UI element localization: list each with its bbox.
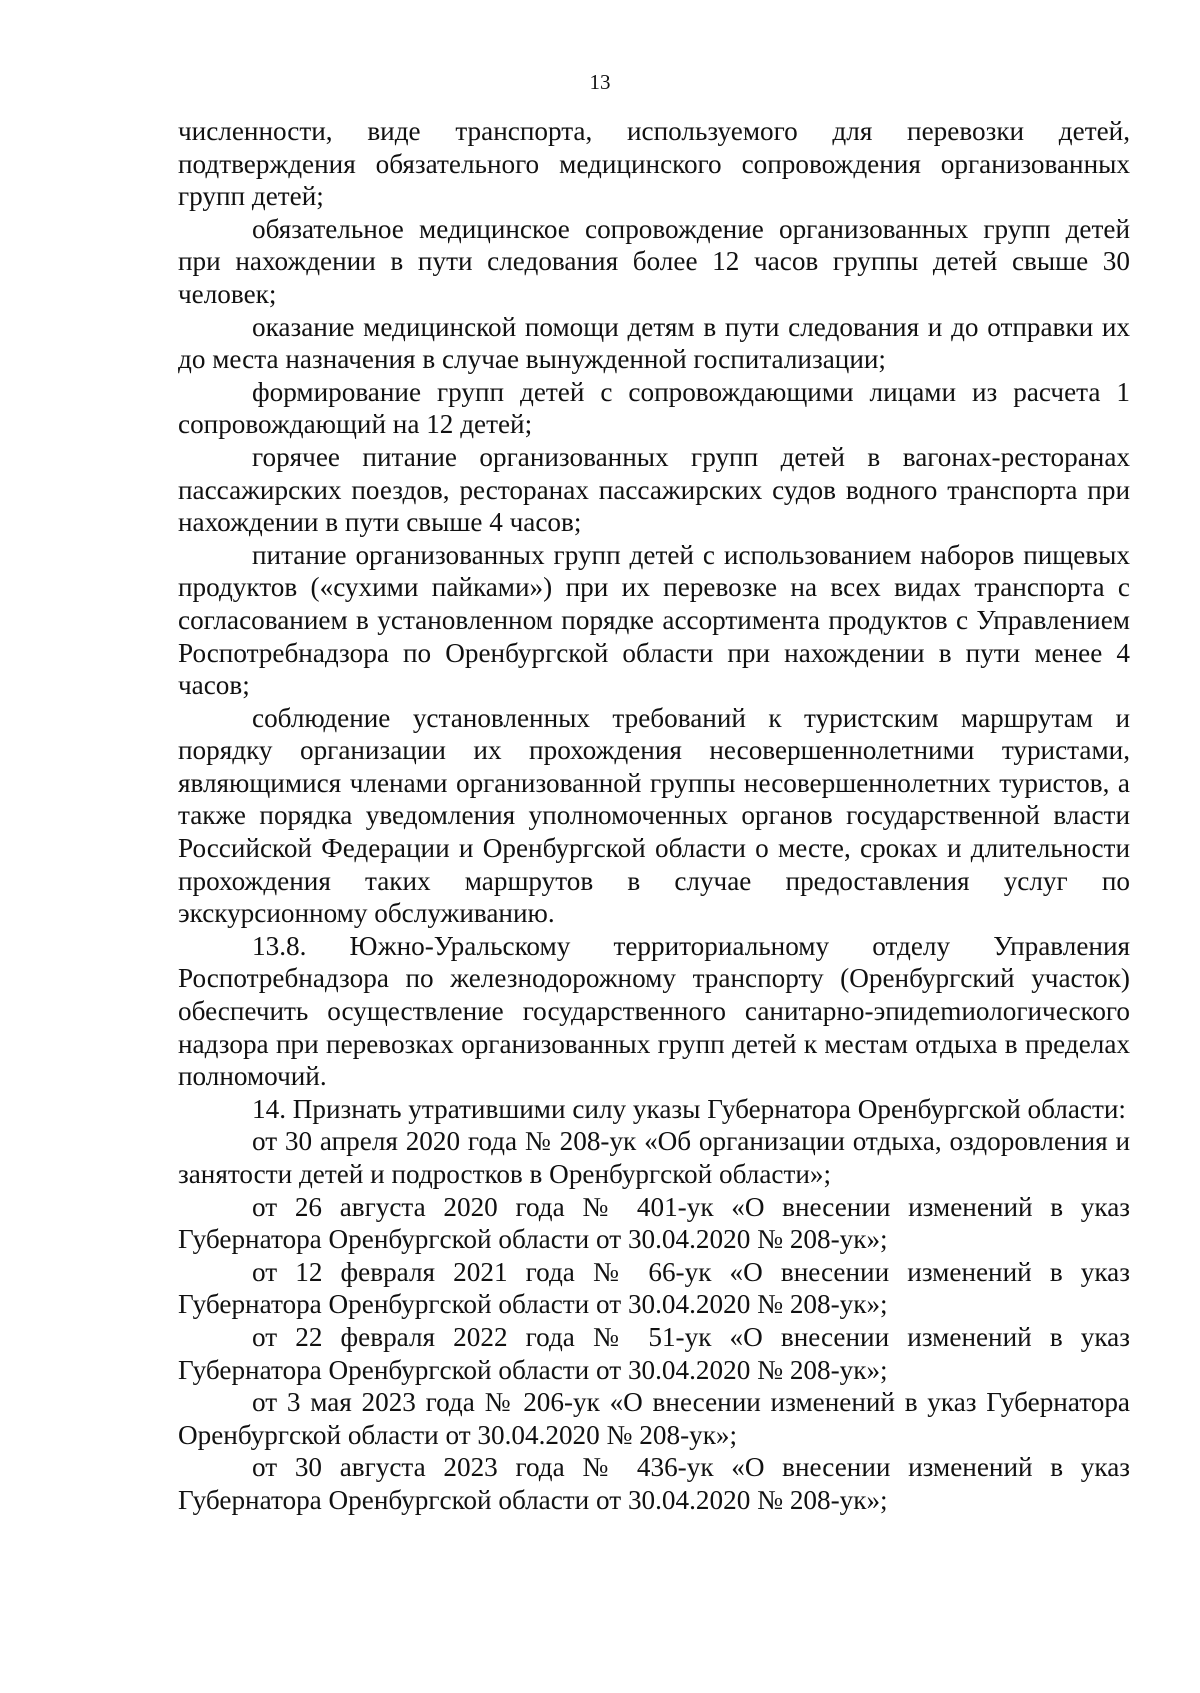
paragraph-group-formation: формирование групп детей с сопровождающими лицами из расчета 1 сопровождающий на 12 детей; [178,376,1130,440]
paragraph-item-13-8: 13.8. Южно-Уральскому территориальному отделу Управления Роспотребнадзора по железнодорожному транспорту (Оренбургский участок) обеспечить осуществление государственного санитарно-эпидеmиологического надзора при перевозках организованных групп детей к местам отдыха в пределах полномочий. [178,930,1130,1092]
decree-list-item: от 30 августа 2023 года № 436-ук «О внесении изменений в указ Губернатора Оренбургской области от 30.04.2020 № 208-ук»; [178,1452,1130,1515]
decree-list-item: от 12 февраля 2021 года № 66-ук «О внесении изменений в указ Губернатора Оренбургской области от 30.04.2020 № 208-ук»; [178,1256,1130,1320]
paragraph-medical-escort: обязательное медицинское сопровождение организованных групп детей при нахождении в пути следования более 12 часов группы детей свыше 30 человек; [178,213,1130,309]
decree-list-item: от 26 августа 2020 года № 401-ук «О внесении изменений в указ Губернатора Оренбургской области от 30.04.2020 № 208-ук»; [178,1191,1130,1255]
page-number: 13 [589,70,611,94]
document-body [178,115,1130,1517]
paragraph-hot-meals: горячее питание организованных групп детей в вагонах-ресторанах пассажирских поездов, ресторанах пассажирских судов водного транспорта при нахождении в пути свыше 4 часов; [178,441,1130,538]
decree-list-item: от 30 апреля 2020 года № 208-ук «Об организации отдыха, оздоровления и занятости детей и подростков в Оренбургской области»; [178,1126,1130,1189]
paragraph-tourist-routes: соблюдение установленных требований к туристским маршрутам и порядку организации их прохождения несовершеннолетними туристами, являющимися членами организованной группы несовершеннолетних туристов, а также порядка уведомления уполномоченных органов государственной власти Российской Федерации и Оренбургской области о месте, сроках и длительности прохождения таких маршрутов в случае предоставления услуг по экскурсионному обслуживанию. [178,702,1130,929]
decree-list-item: от 3 мая 2023 года № 206-ук «О внесении изменений в указ Губернатора Оренбургской области от 30.04.2020 № 208-ук»; [178,1387,1130,1450]
paragraph-item-14: 14. Признать утратившими силу указы Губернатора Оренбургской области: [252,1093,1126,1124]
paragraph-dry-rations: питание организованных групп детей с использованием наборов пищевых продуктов («сухими пайками») при их перевозке на всех видах транспорта с согласованием в установленном порядке ассортимента продуктов с Управлением Роспотребнадзора по Оренбургской области при нахождении в пути менее 4 часов; [178,539,1130,701]
paragraph-transport-confirmation: численности, виде транспорта, используемого для перевозки детей, подтверждения обязательного медицинского сопровождения организованных групп детей; [178,116,1130,212]
paragraph-medical-help: оказание медицинской помощи детям в пути следования и до отправки их до места назначения в случае вынужденной госпитализации; [178,311,1130,375]
decree-list-item: от 22 февраля 2022 года № 51-ук «О внесении изменений в указ Губернатора Оренбургской области от 30.04.2020 № 208-ук»; [178,1321,1130,1385]
